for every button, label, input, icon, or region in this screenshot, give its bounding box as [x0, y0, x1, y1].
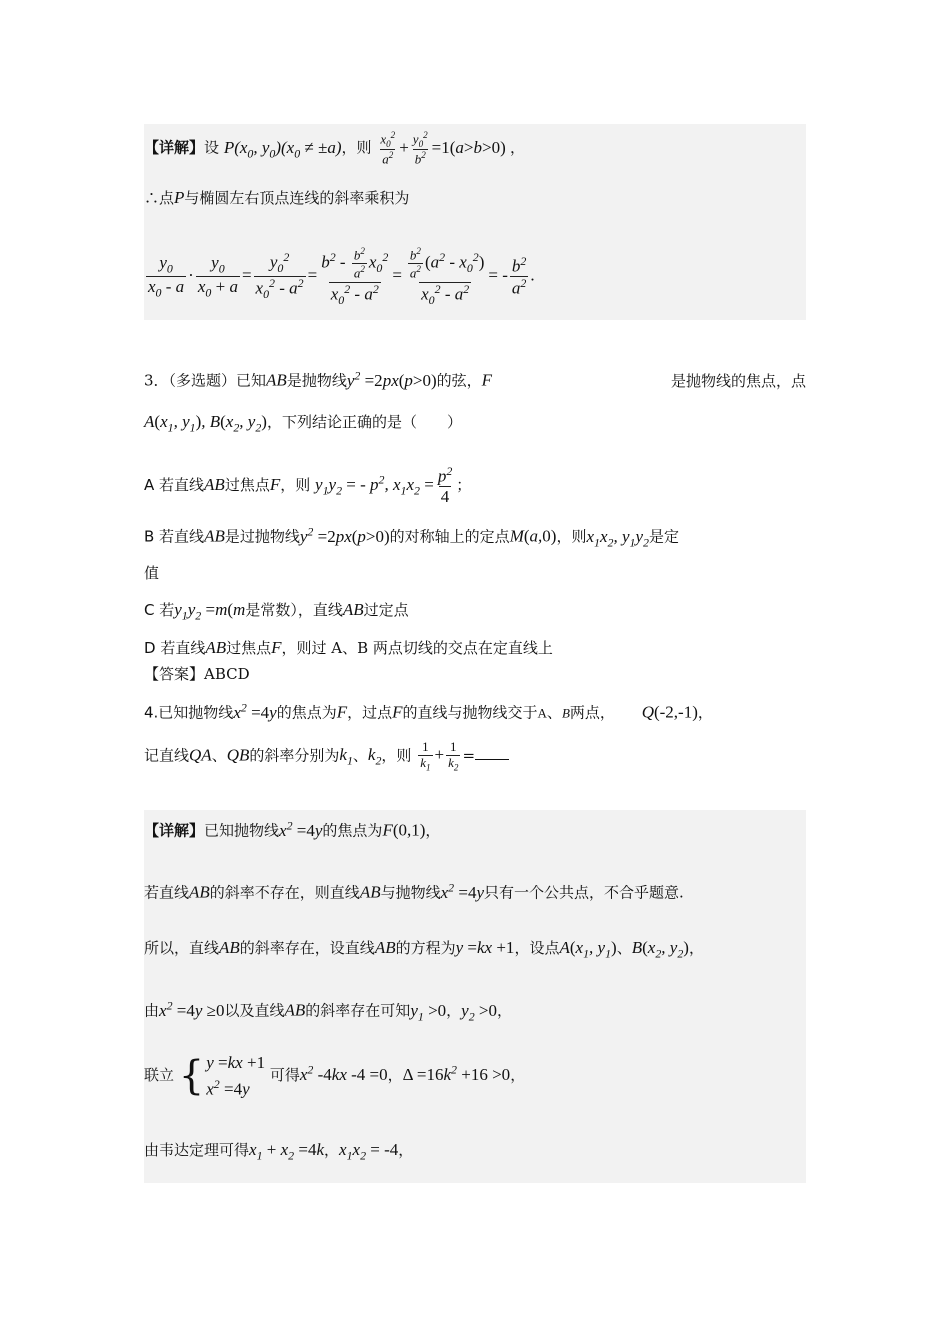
solution1-line-2: ∴点P与椭圆左右顶点连线的斜率乘积为	[144, 188, 410, 207]
q3-option-d: D 若直线AB过焦点F，则过 A、B 两点切线的交点在定直线上	[144, 638, 553, 657]
q3-option-a: A 若直线AB过焦点F，则 $y_1y_2$ = - $p^2$, $x_1x_2$ = $\frac{p^2}{4}$ ；	[144, 464, 472, 507]
q3-line-1: 3．（多选题）已知AB是抛物线$y^2 =2px(p>0)$的弦，F 是抛物线的焦点，点	[144, 368, 806, 390]
formula-ellipse: $\frac{x_0^2}{a^2}$ + $\frac{y_0^2}{b^2}$ =1(a>b>0)	[380, 130, 506, 167]
q3-option-c: C 若$y_1y_2 =m(m$是常数），直线AB过定点	[144, 600, 409, 623]
solution2-line-5: 联立 { y =kx +1 $x^2 =4y$ 可得$x^2$ -4kx -4 =0，$\Delta =16k^2 +16 >0$，	[144, 1050, 525, 1102]
detail-label-2: 【详解】	[144, 821, 205, 840]
q3-answer: 【答案】ABCD	[144, 665, 250, 683]
answer-blank	[475, 747, 509, 760]
q3-option-b-cont: 值	[144, 564, 160, 582]
q3-option-b: B 若直线AB是过抛物线$y^2 =2px(p>0)$的对称轴上的定点M(a,0)，则$x_1x_2$, $y_1y_2$是定	[144, 524, 679, 550]
solution2-line-2: 若直线AB的斜率不存在，则直线AB与抛物线$x^2 =4y$只有一个公共点，不合乎题意.	[144, 880, 684, 902]
solution2-line-3: 所以，直线AB的斜率存在，设直线AB的方程为y =kx +1，设点$A(x_1$, $y_1$)、$B(x_2$, $y_2$)，	[144, 938, 704, 961]
q3-line-2: $A(x_1$, $y_1$), $B(x_2$, $y_2$)，下列结论正确的是（ ）	[144, 412, 462, 435]
formula-point-p: $P(x_0$, $y_0)(x_0 \ne \pm a)$	[223, 137, 342, 161]
formula-reciprocal-sum: $\frac{1}{k_1}$ + $\frac{1}{k_2}$	[420, 739, 459, 773]
solution2-line-6: 由韦达定理可得$x_1 + x_2 =4k$，$x_1x_2 = -4$，	[144, 1140, 414, 1163]
solution2-line-4: 由$x^2 =4y \ge 0$以及直线AB的斜率存在可知$y_1 >0$，$y_2 >0$，	[144, 998, 513, 1024]
detail-label: 【详解】	[144, 138, 205, 157]
q4-line-1: 4.已知抛物线$x^2 =4y$的焦点为F，过点F的直线与抛物线交于A、B两点， Q(-2,-1)，	[144, 700, 713, 722]
q4-line-2: 记直线QA、QB的斜率分别为$k_1$、$k_2$，则 $\frac{1}{k_1}$ + $\frac{1}{k_2}$ =	[144, 740, 509, 773]
solution1-line-1: 【详解】设 $P(x_0$, $y_0)(x_0 \ne \pm a)$，则 $\frac{x_0^2}{a^2}$ + $\frac{y_0^2}{b^2}$ =1(a>b>0) ，	[144, 130, 526, 167]
solution2-line-1: 【详解】已知抛物线$x^2 =4y$的焦点为F(0,1)，	[144, 818, 441, 840]
solution-block-2	[144, 810, 806, 1183]
formula-parabola: $y^2 =2px(p>0)$	[346, 368, 437, 390]
equation-system: { y =kx +1 $x^2 =4y$	[178, 1052, 266, 1099]
formula-option-a: $y_1y_2$ = - $p^2$, $x_1x_2$ = $\frac{p^2}{4}$	[315, 464, 453, 507]
formula-point-q: Q(-2,-1)	[641, 702, 698, 722]
formula-points-ab: $A(x_1$, $y_1$), $B(x_2$, $y_2$)	[144, 412, 267, 435]
solution1-line-3-slope-product: $\frac{y_0}{x_0 - a}$ · $\frac{y_0}{x_0 + a}$ = $\frac{y_0^2}{x_0^2 - a^2}$ = $b^2$ - $\frac{b^2}{a^2}$ $x_0^2$ $x_0^2 - a^2$ = $\frac{b^2}{a^2}$ $(a^2 - x_0^2)$ $x_0^2 - a^2$ = - $\frac{b^2}{a^2}$ .	[148, 246, 535, 307]
